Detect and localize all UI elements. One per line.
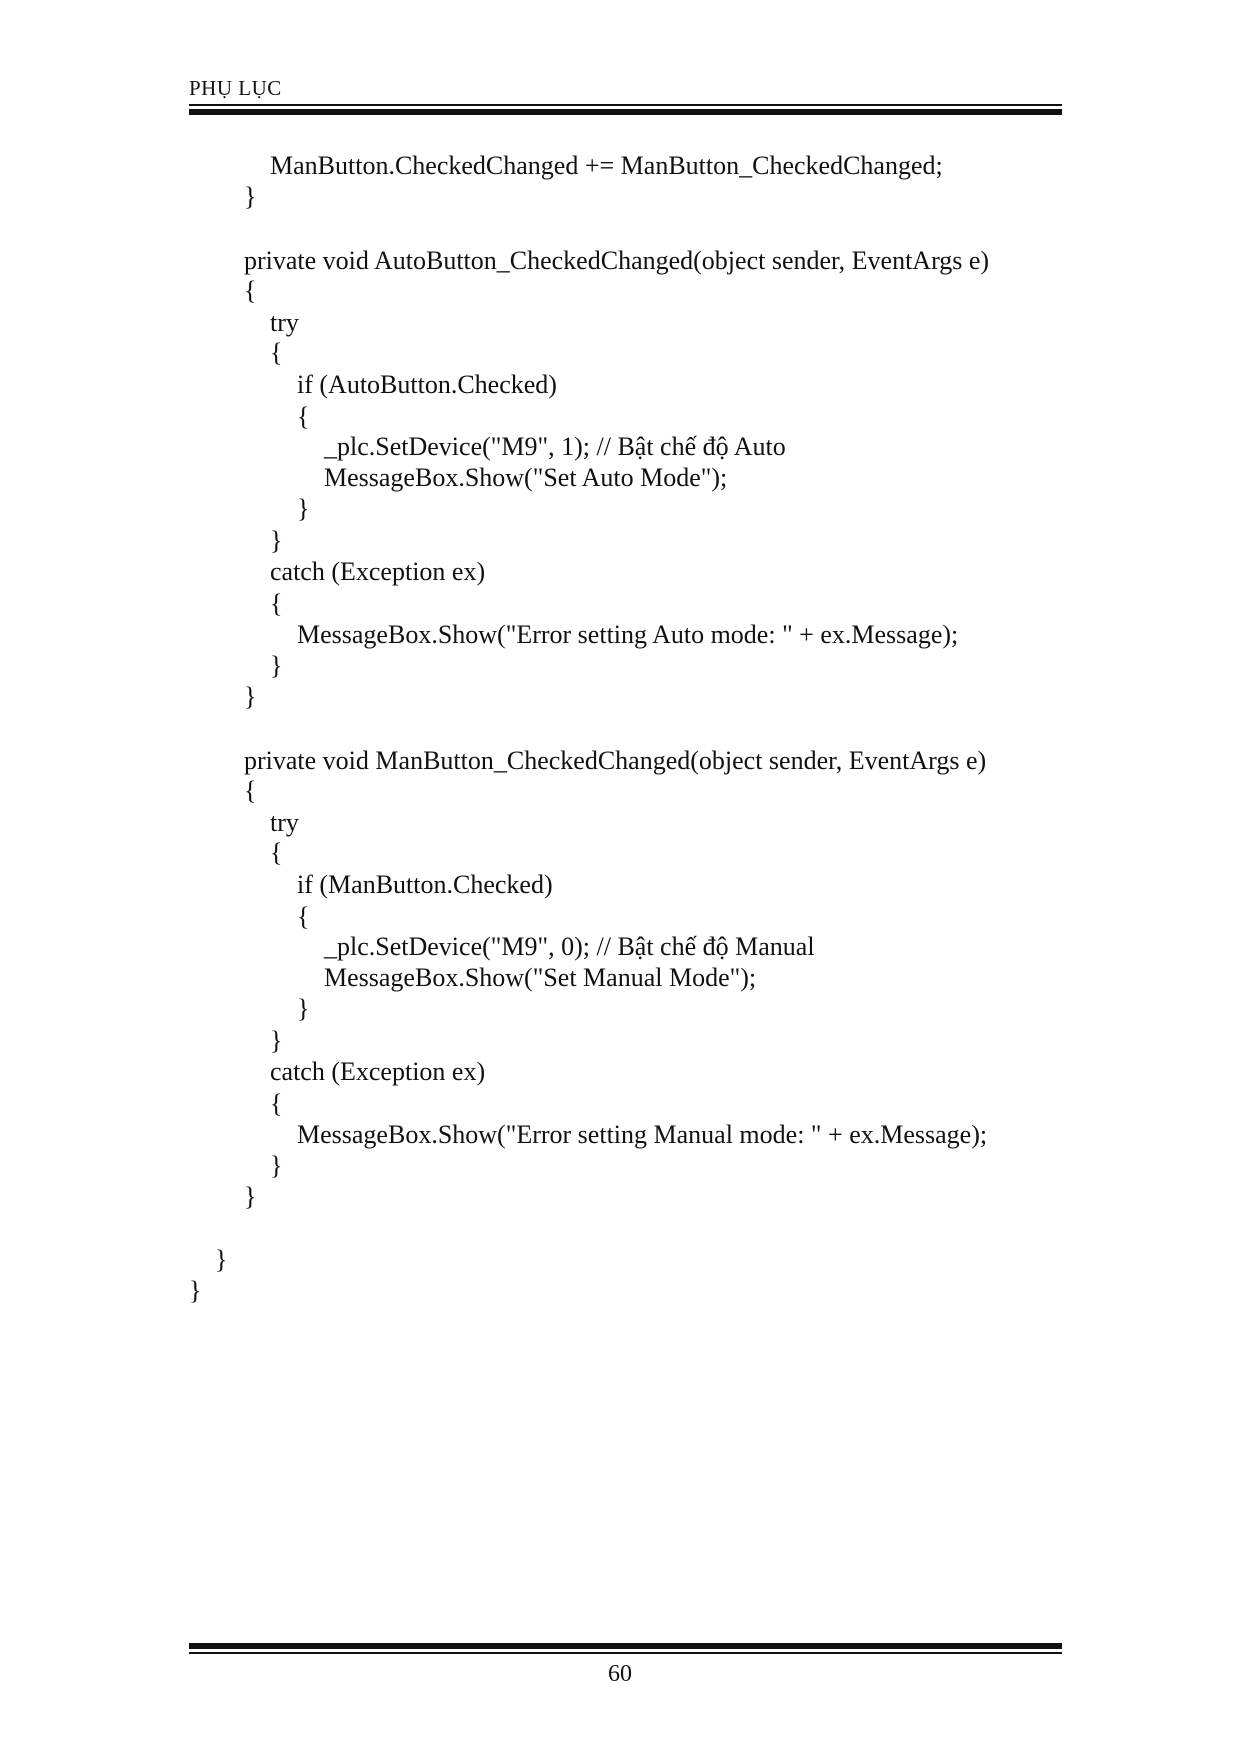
code-line: }	[270, 1151, 283, 1180]
code-line: {	[270, 1089, 283, 1118]
code-line: }	[297, 494, 310, 523]
code-line: {	[270, 589, 283, 618]
code-line: }	[270, 1026, 283, 1055]
code-line: }	[244, 182, 257, 211]
code-line: {	[297, 902, 310, 931]
page-number: 60	[608, 1661, 632, 1687]
code-line: catch (Exception ex)	[270, 1057, 486, 1086]
code-line: }	[244, 1182, 257, 1211]
code-line: MessageBox.Show("Error setting Manual mode: " + ex.Message);	[297, 1120, 988, 1149]
footer-rule	[189, 1643, 1062, 1654]
code-line: {	[270, 338, 283, 367]
code-line: }	[297, 994, 310, 1023]
code-line: _plc.SetDevice("M9", 1); // Bật chế độ Auto	[324, 432, 786, 461]
code-line: {	[244, 276, 257, 305]
code-line: MessageBox.Show("Set Manual Mode");	[324, 963, 757, 992]
code-line: ManButton.CheckedChanged += ManButton_CheckedChanged;	[270, 151, 943, 180]
page-header-title: PHỤ LỤC	[189, 76, 282, 100]
code-line: }	[244, 682, 257, 711]
code-line: }	[270, 526, 283, 555]
code-line: try	[270, 808, 299, 837]
code-line: MessageBox.Show("Set Auto Mode");	[324, 463, 728, 492]
code-line: if (AutoButton.Checked)	[297, 370, 557, 399]
code-line: _plc.SetDevice("M9", 0); // Bật chế độ Manual	[324, 932, 815, 961]
code-line: }	[215, 1245, 228, 1274]
code-line: try	[270, 308, 299, 337]
code-line: if (ManButton.Checked)	[297, 870, 553, 899]
code-line: {	[270, 838, 283, 867]
code-line: }	[270, 651, 283, 680]
code-line: {	[297, 402, 310, 431]
code-line: {	[244, 776, 257, 805]
code-line: MessageBox.Show("Error setting Auto mode: " + ex.Message);	[297, 620, 959, 649]
code-line: private void ManButton_CheckedChanged(object sender, EventArgs e)	[244, 746, 987, 775]
code-line: private void AutoButton_CheckedChanged(object sender, EventArgs e)	[244, 246, 990, 275]
code-line: catch (Exception ex)	[270, 557, 486, 586]
code-line: }	[189, 1276, 202, 1305]
